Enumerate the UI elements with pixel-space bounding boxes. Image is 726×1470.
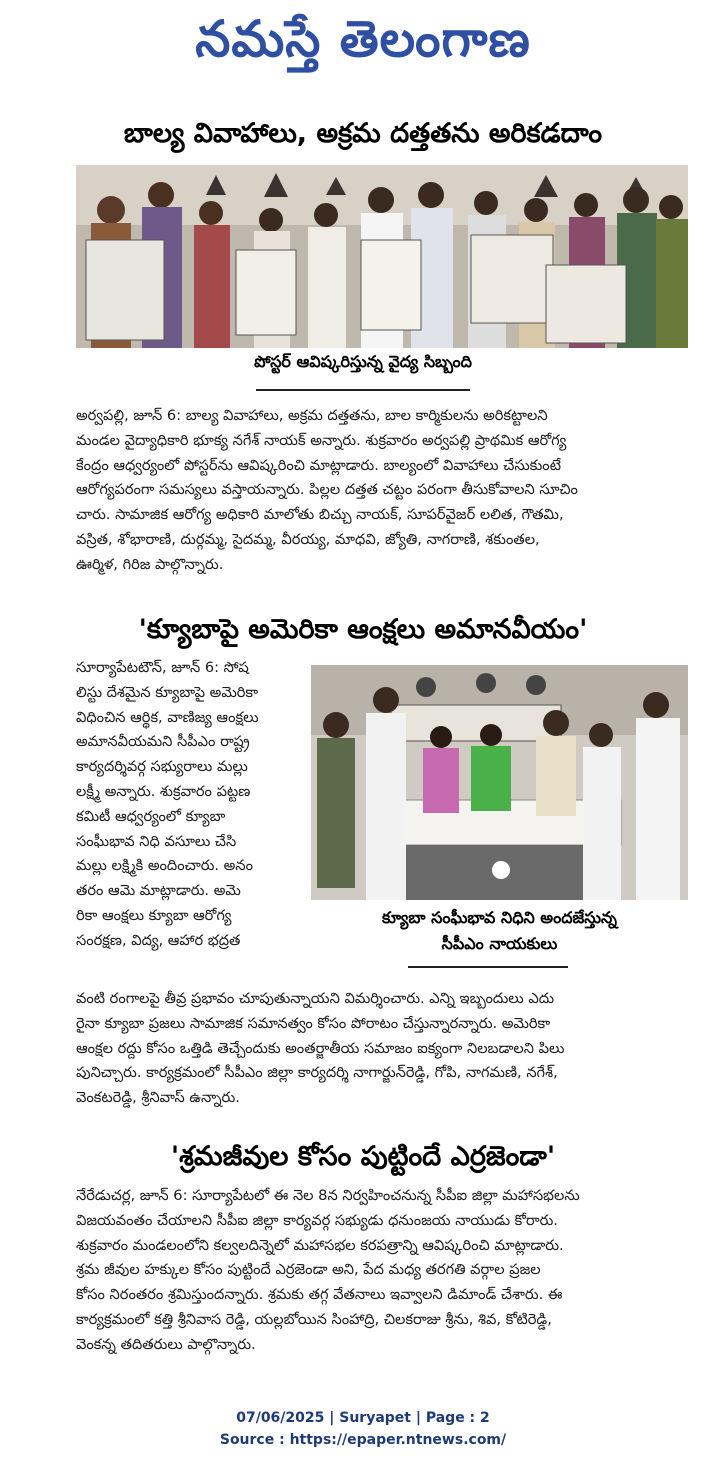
article2-line: సంఘీభావ నిధి వసూలు చేసి bbox=[76, 832, 237, 850]
article2-line: మల్లు లక్ష్మికి అందించారు. అనం bbox=[76, 857, 254, 875]
article3-line: విజయవంతం చేయాలని సీపీఐ జిల్లా కార్యవర్గ సభ్యుడు ధనుంజయ నాయుడు కోరారు. bbox=[76, 1211, 558, 1229]
caption-rule bbox=[408, 966, 568, 968]
article3-line: కోసం నిరంతరం శ్రమిస్తుందన్నారు. శ్రమకు తగ్గ వేతనాలు ఇవ్వాలని డిమాండ్ చేశారు. ఈ bbox=[76, 1286, 563, 1304]
article2-photo-caption-line2: సీపీఎం నాయకులు bbox=[441, 934, 558, 953]
article2-line: వెంకటరెడ్డి, శ్రీనివాస్ ఉన్నారు. bbox=[76, 1089, 240, 1107]
article3-line: నేరేడుచర్ల, జూన్ 6: సూర్యాపేటలో ఈ నెల 8న నిర్వహించనున్న సీపీఐ జిల్లా మహాసభలను bbox=[76, 1187, 580, 1204]
footer-source-link[interactable]: Source : https://epaper.ntnews.com/ bbox=[219, 1432, 507, 1448]
article1-headline: బాల్య వివాహాలు, అక్రమ దత్తతను అరికడదాం bbox=[123, 118, 603, 149]
article1-line: వస్రిత, శోభారాణి, దుర్గమ్మ, సైదమ్మ, వీరయ్య, మాధవి, జ్యోతి, నాగరాణి, శకుంతల, bbox=[76, 530, 540, 548]
article1-photo-caption: పోస్టర్ ఆవిష్కరిస్తున్న వైద్య సిబ్బంది bbox=[254, 352, 472, 371]
article2-body-full bbox=[76, 987, 688, 1111]
newspaper-masthead: నమస్తే తెలంగాణ bbox=[195, 10, 531, 68]
article2-line: లిస్టు దేశమైన క్యూబాపై అమెరికా bbox=[76, 683, 259, 701]
article2-line: లక్ష్మీ అన్నారు. శుక్రవారం పట్టణ bbox=[76, 782, 251, 800]
article1-photo bbox=[76, 165, 688, 348]
article2-line: సంరక్షణ, విద్య, ఆహార భద్రత bbox=[76, 931, 241, 949]
article2-line: రికా ఆంక్షలు క్యూబా ఆరోగ్య bbox=[76, 906, 232, 924]
article2-line: తరం ఆమె మాట్లాడారు. అమె bbox=[76, 882, 241, 900]
article1-line: అర్వపల్లి, జూన్ 6: బాల్య వివాహాలు, అక్రమ దత్తతను, బాల కార్మికులను అరికట్టాలని bbox=[76, 407, 548, 424]
caption-rule bbox=[256, 389, 470, 391]
article2-line: కమిటీ ఆధ్వర్యంలో క్యూబా bbox=[76, 807, 226, 825]
article3-body bbox=[76, 1184, 688, 1358]
article2-line: కార్యదర్శివర్గ సభ్యురాలు మల్లు bbox=[76, 758, 248, 776]
article3-line: శుక్రవారం మండలంలోని కల్వలదిన్నెలో మహాసభల కరపత్రాన్ని ఆవిష్కరించి మాట్లాడారు. bbox=[76, 1236, 564, 1254]
article2-headline: 'క్యూబాపై అమెరికా ఆంక్షలు అమానవీయం' bbox=[138, 614, 588, 645]
article1-line: మండల వైద్యాధికారి భూక్య నగేశ్ నాయక్ అన్నారు. శుక్రవారం అర్వపల్లి ప్రాథమిక ఆరోగ్య bbox=[76, 431, 567, 449]
article3-line: శ్రమ జీవుల హక్కుల కోసం పుట్టిందే ఎర్రజెండా అని, పేద మధ్య తరగతి వర్గాల ప్రజల bbox=[76, 1261, 541, 1279]
article3-line: వెంకన్న తదితరులు పాల్గొన్నారు. bbox=[76, 1335, 256, 1353]
article3-headline: 'శ్రమజీవుల కోసం పుట్టిందే ఎర్రజెండా' bbox=[170, 1141, 556, 1172]
article2-line: విధించిన ఆర్థిక, వాణిజ్య ఆంక్షలు bbox=[76, 708, 259, 726]
article1-line: ఆరోగ్యపరంగా సమస్యలు వస్తాయన్నారు. పిల్లల దత్తత చట్టం పరంగా తీసుకోవాలని సూచిం bbox=[76, 481, 578, 499]
article1-line: కేంద్రం ఆధ్వర్యంలో పోస్టర్‌ను ఆవిష్కరించి మాట్లాడారు. బాల్యంలో వివాహాలు చేసుకుంటే bbox=[76, 456, 561, 474]
article1-body bbox=[76, 404, 688, 578]
article3-line: కార్యక్రమంలో కత్తి శ్రీనివాస రెడ్డి, యల్లబోయిన సింహాద్రి, చిలకరాజు శ్రీను, శివ, కోటిరెడ్డి, bbox=[76, 1310, 552, 1328]
article2-line: అమానవీయమని సీపీఎం రాష్ట్ర bbox=[76, 733, 250, 751]
article2-line: ఆంక్షల రద్దు కోసం ఒత్తిడి తెచ్చేందుకు అంతర్జాతీయ సమాజం ఐక్యంగా నిలబడాలని పిలు bbox=[76, 1039, 565, 1057]
footer-edition-info: 07/06/2025 | Suryapet | Page : 2 bbox=[236, 1410, 490, 1426]
article1-line: చారు. సామాజిక ఆరోగ్య అధికారి మాలోతు బిచ్చు నాయక్, సూపర్‌వైజర్ లలిత, గౌతమి, bbox=[76, 506, 564, 524]
article2-body-column bbox=[76, 656, 298, 954]
article2-line: సూర్యాపేటటౌన్, జూన్ 6: సోష bbox=[76, 659, 249, 676]
article2-photo bbox=[311, 665, 688, 900]
article2-line: రైనా క్యూబా ప్రజలు సామాజిక సమానత్వం కోసం పోరాటం చేస్తున్నారన్నారు. అమెరికా bbox=[76, 1014, 551, 1032]
article2-line: పునిచ్చారు. కార్యక్రమంలో సీపీఎం జిల్లా కార్యదర్శి నాగార్జున్‌రెడ్డి, గోపి, నాగమణి, నగేశ్, bbox=[76, 1064, 558, 1082]
article1-line: ఊర్మిళ, గిరిజ పాల్గొన్నారు. bbox=[76, 555, 224, 573]
article2-photo-caption-line1: క్యూబా సంఘీభావ నిధిని అందజేస్తున్న bbox=[382, 908, 617, 927]
article2-line: వంటి రంగాలపై తీవ్ర ప్రభావం చూపుతున్నాయని విమర్శించారు. ఎన్ని ఇబ్బందులు ఎదు bbox=[76, 990, 555, 1007]
